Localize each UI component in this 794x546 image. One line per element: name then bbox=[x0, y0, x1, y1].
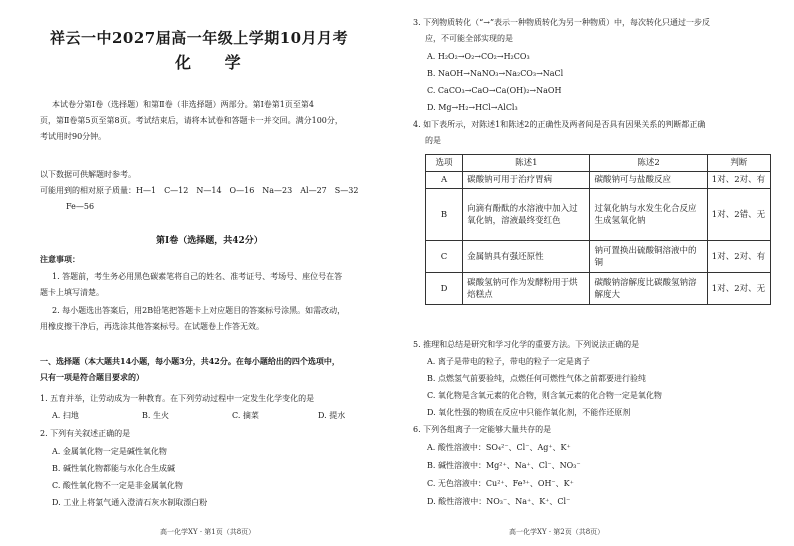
table-header: 陈述1 bbox=[463, 155, 590, 172]
question-1: 1. 五育并举，让劳动成为一种教育。在下列劳动过程中一定发生化学变化的是 bbox=[40, 394, 315, 403]
question-3: 应，不可能全部实现的是 bbox=[425, 34, 513, 43]
table-row bbox=[426, 189, 771, 241]
question-2: 2. 下列有关叙述正确的是 bbox=[40, 429, 131, 438]
table-row bbox=[426, 241, 771, 273]
page-footer: 高一化学XY · 第2页（共8页） bbox=[509, 528, 605, 536]
table-cell: A bbox=[426, 172, 463, 189]
table-cell: 1对、2对、有 bbox=[707, 172, 770, 189]
exam-subject: 化 学 bbox=[175, 53, 255, 72]
q6-option: B. 碱性溶液中：Mg²⁺、Na⁺、Cl⁻、NO₃⁻ bbox=[427, 461, 581, 470]
table-header-row bbox=[426, 155, 771, 172]
table-cell: 碳酸氢钠可作为发酵粉用于烘焙糕点 bbox=[463, 273, 590, 305]
notice-item: 用橡皮擦干净后，再选涂其他答案标号。在试题卷上作答无效。 bbox=[40, 322, 264, 331]
q3-option: B. NaOH→NaNO₃→Na₂CO₃→NaCl bbox=[427, 69, 564, 78]
table-cell: 碳酸钠溶解度比碳酸氢钠溶解度大 bbox=[590, 273, 707, 305]
table-header: 陈述2 bbox=[590, 155, 707, 172]
atomic-mass-list: 可能用到的相对原子质量：H—1 C—12 N—14 O—16 Na—23 Al—27 S—32 bbox=[40, 186, 359, 195]
table-cell: B bbox=[426, 189, 463, 241]
q1-option: A. 扫地 bbox=[52, 411, 79, 420]
atomic-mass-list: Fe—56 bbox=[66, 202, 95, 211]
table-cell: 1对、2对、无 bbox=[707, 273, 770, 305]
q3-option: A. H₂O₂→O₂→CO₂→H₂CO₃ bbox=[427, 52, 530, 61]
q3-option: C. CaCO₃→CaO→Ca(OH)₂→NaOH bbox=[427, 86, 562, 95]
table-cell: 过氧化钠与水发生化合反应生成氢氧化钠 bbox=[590, 189, 707, 241]
table-header: 选项 bbox=[426, 155, 463, 172]
q6-option: D. 酸性溶液中：NO₃⁻、Na⁺、K⁺、Cl⁻ bbox=[427, 497, 571, 506]
q1-option: C. 摘菜 bbox=[232, 411, 259, 420]
q1-option: D. 提水 bbox=[318, 411, 346, 420]
table-row bbox=[426, 273, 771, 305]
q5-option: C. 氧化物是含氧元素的化合物，则含氧元素的化合物一定是氧化物 bbox=[427, 391, 662, 400]
table-cell: 碳酸钠可用于治疗胃病 bbox=[463, 172, 590, 189]
page-footer: 高一化学XY · 第1页（共8页） bbox=[160, 528, 256, 536]
section-title: 第Ⅰ卷（选择题，共42分） bbox=[156, 236, 263, 246]
q6-option: C. 无色溶液中：Cu²⁺、Fe³⁺、OH⁻、K⁺ bbox=[427, 479, 574, 488]
notice-item: 2. 每小题选出答案后，用2B铅笔把答题卡上对应题目的答案标号涂黑。如需改动， bbox=[52, 306, 346, 315]
question-5: 5. 推理和总结是研究和学习化学的重要方法。下列说法正确的是 bbox=[413, 340, 640, 349]
q4-table bbox=[425, 154, 771, 305]
q2-option: B. 碱性氧化物都能与水化合生成碱 bbox=[52, 464, 175, 473]
table-cell: 1对、2错、无 bbox=[707, 189, 770, 241]
q5-option: D. 氧化性强的物质在反应中只能作氧化剂，不能作还原剂 bbox=[427, 408, 631, 417]
notice-item: 1. 答题前，考生务必用黑色碳素笔将自己的姓名、准考证号、考场号、座位号在答 bbox=[52, 272, 343, 281]
table-cell: 钠可置换出硫酸铜溶液中的铜 bbox=[590, 241, 707, 273]
q2-option: D. 工业上将氯气通入澄清石灰水制取漂白粉 bbox=[52, 498, 208, 507]
q2-option: C. 酸性氧化物不一定是非金属氧化物 bbox=[52, 481, 183, 490]
exam-title: 祥云一中2027届高一年级上学期10月月考 bbox=[50, 29, 349, 47]
q1-option: B. 生火 bbox=[142, 411, 169, 420]
table-cell: 金属钠具有强还原性 bbox=[463, 241, 590, 273]
q3-option: D. Mg→H₂→HCl→AlCl₃ bbox=[427, 103, 518, 112]
right-page bbox=[397, 0, 794, 546]
question-6: 6. 下列各组离子一定能够大量共存的是 bbox=[413, 425, 552, 434]
question-4: 4. 如下表所示，对陈述1和陈述2的正确性及两者间是否具有因果关系的判断都正确 bbox=[413, 120, 706, 129]
q2-option: A. 金属氧化物一定是碱性氧化物 bbox=[52, 447, 167, 456]
table-row bbox=[426, 172, 771, 189]
intro-line: 页，第Ⅱ卷第5页至第8页。考试结束后，请将本试卷和答题卡一并交回。满分100分， bbox=[40, 116, 343, 125]
question-4: 的是 bbox=[425, 136, 441, 145]
q5-option: A. 离子是带电的粒子，带电的粒子一定是离子 bbox=[427, 357, 590, 366]
table-cell: 1对、2对、有 bbox=[707, 241, 770, 273]
notice-title: 注意事项： bbox=[40, 254, 80, 264]
part-heading: 只有一项是符合题目要求的） bbox=[40, 372, 144, 382]
q5-option: B. 点燃氢气前要验纯，点燃任何可燃性气体之前都要进行验纯 bbox=[427, 374, 646, 383]
table-header: 判断 bbox=[707, 155, 770, 172]
question-3: 3. 下列物质转化（“→”表示一种物质转化为另一种物质）中，每次转化只通过一步反 bbox=[413, 18, 711, 27]
intro-line: 本试卷分第Ⅰ卷（选择题）和第Ⅱ卷（非选择题）两部分。第Ⅰ卷第1页至第4 bbox=[52, 100, 314, 109]
table-cell: 碳酸钠可与盐酸反应 bbox=[590, 172, 707, 189]
data-hint: 以下数据可供解题时参考。 bbox=[40, 170, 136, 179]
q6-option: A. 酸性溶液中：SO₄²⁻、Cl⁻、Ag⁺、K⁺ bbox=[427, 443, 571, 452]
table-cell: C bbox=[426, 241, 463, 273]
notice-item: 题卡上填写清楚。 bbox=[40, 288, 104, 297]
table-cell: 向滴有酚酞的水溶液中加入过氧化钠，溶液最终变红色 bbox=[463, 189, 590, 241]
part-heading: 一、选择题（本大题共14小题，每小题3分，共42分。在每小题给出的四个选项中， bbox=[40, 356, 340, 366]
intro-line: 考试用时90分钟。 bbox=[40, 132, 107, 141]
table-cell: D bbox=[426, 273, 463, 305]
